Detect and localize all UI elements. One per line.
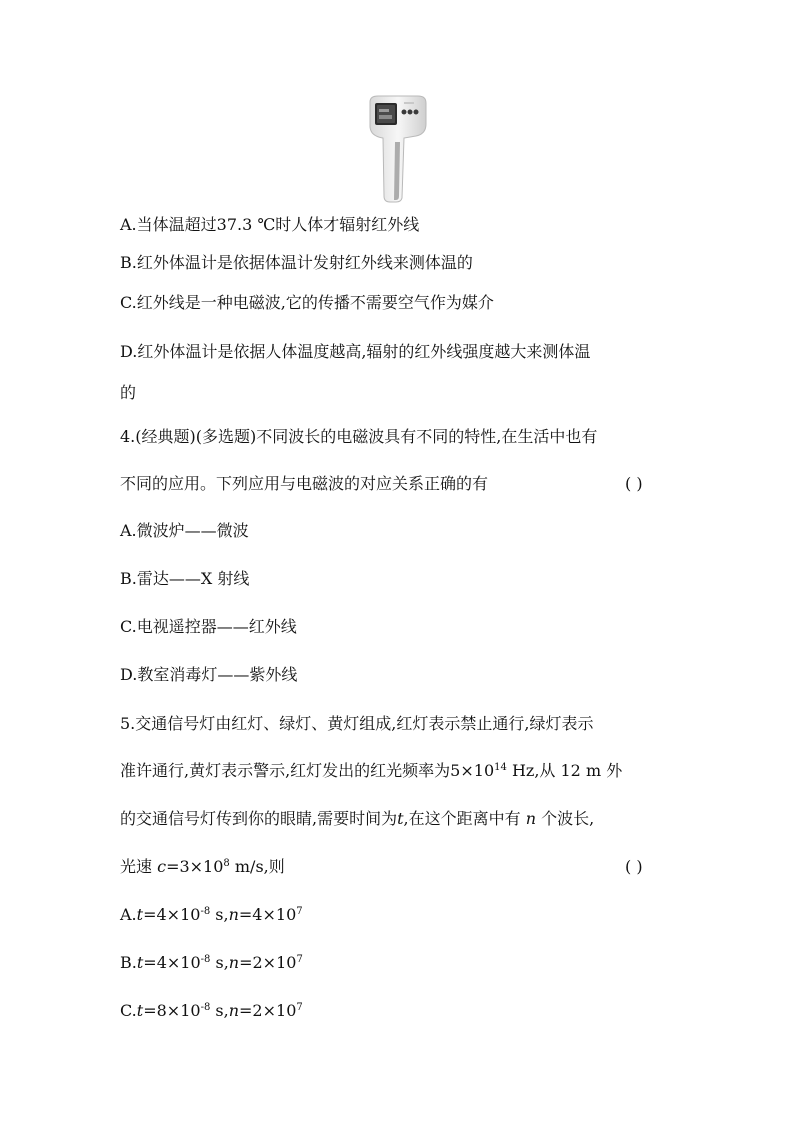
q4-option-d: D.教室消毒灯——紫外线 [120,665,298,684]
q5-stem-line-4: 光速 $c=3\times 10^8$ m/s,则 [120,857,285,876]
q3-option-b: B.红外体温计是依据体温计发射红外线来测体温的 [120,253,473,272]
q5-option-c: $C.t=8\times 10^{-8}$ $s,n=2\times 10^7$ [120,1001,303,1020]
q3-option-d: D.红外体温计是依据人体温度越高,辐射的红外线强度越大来测体温 [120,342,591,361]
q5-option-a: $A.t=4\times 10^{-8}$ $s,n=4\times 10^7$ [120,905,303,924]
q4-stem-line-1: 4.(经典题)(多选题)不同波长的电磁波具有不同的特性,在生活中也有 [120,427,598,446]
q4-option-b: B.雷达——X 射线 [120,569,250,588]
q4-answer-blank: ( ) [625,474,643,493]
q5-stem-line-2: 准许通行,黄灯表示警示,红灯发出的红光频率为$5\times 10^{14}$ Hz,从 12 m 外 [120,761,623,780]
q3-option-a: A.当体温超过37.3 ℃时人体才辐射红外线 [120,215,420,234]
q5-stem-line-3: 的交通信号灯传到你的眼睛,需要时间为t,在这个距离中有 n 个波长, [120,809,595,828]
q4-stem-line-2: 不同的应用。下列应用与电磁波的对应关系正确的有 [120,474,489,493]
q5-stem-line-1: 5.交通信号灯由红灯、绿灯、黄灯组成,红灯表示禁止通行,绿灯表示 [120,714,594,733]
infrared-thermometer-image [364,94,430,204]
q5-answer-blank: ( ) [625,857,643,876]
q4-option-c: C.电视遥控器——红外线 [120,617,297,636]
q5-option-b: $B.t=4\times 10^{-8}$ $s,n=2\times 10^7$ [120,953,303,972]
q4-option-a: A.微波炉——微波 [120,521,249,540]
q3-option-d-continued: 的 [120,383,137,402]
q3-option-c: C.红外线是一种电磁波,它的传播不需要空气作为媒介 [120,293,494,312]
